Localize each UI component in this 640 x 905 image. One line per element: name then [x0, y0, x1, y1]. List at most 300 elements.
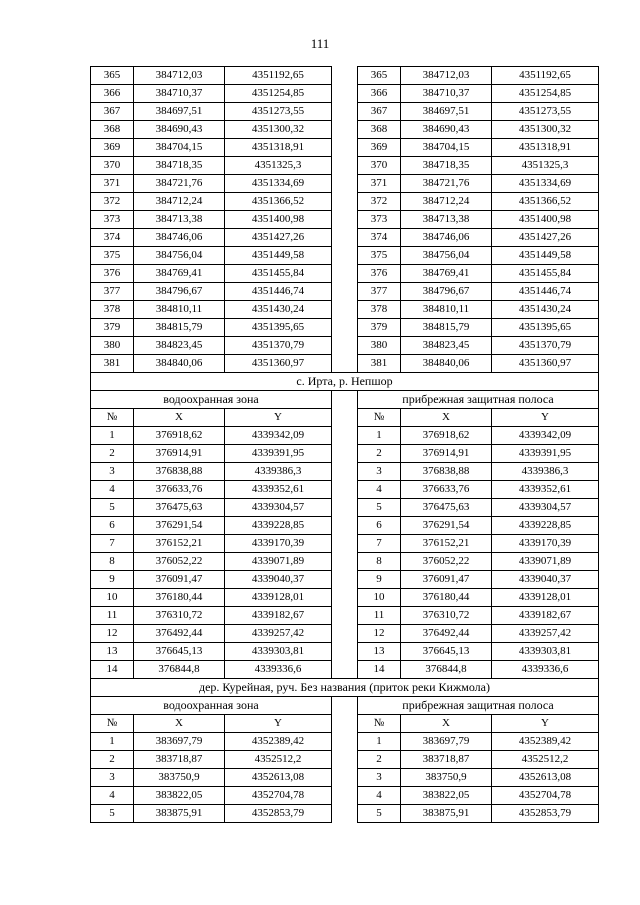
x-coordinate-cell: 376844,8 — [134, 661, 225, 679]
x-coordinate-cell: 384810,11 — [134, 301, 225, 319]
point-number-cell: 365 — [91, 67, 134, 85]
x-coordinate-cell: 376914,91 — [134, 445, 225, 463]
x-coordinate-cell: 376918,62 — [401, 427, 492, 445]
x-coordinate-cell: 384810,11 — [401, 301, 492, 319]
y-coordinate-cell: 4351192,65 — [225, 67, 332, 85]
x-coordinate-cell: 384713,38 — [134, 211, 225, 229]
point-number-cell: 374 — [358, 229, 401, 247]
y-coordinate-cell: 4351318,91 — [225, 139, 332, 157]
column-gap — [332, 409, 358, 427]
table-row — [91, 175, 599, 193]
point-number-cell: 376 — [358, 265, 401, 283]
point-number-cell: 5 — [91, 805, 134, 823]
y-coordinate-cell: 4339304,57 — [225, 499, 332, 517]
column-gap — [332, 589, 358, 607]
x-coordinate-cell: 376052,22 — [401, 553, 492, 571]
water-protection-zone-header: водоохранная зона — [91, 697, 332, 715]
table-row — [91, 121, 599, 139]
y-coordinate-cell: 4351449,58 — [225, 247, 332, 265]
point-number-cell: 379 — [358, 319, 401, 337]
x-coordinate-cell: 376091,47 — [134, 571, 225, 589]
y-coordinate-cell: 4339304,57 — [492, 499, 599, 517]
number-column-header: № — [358, 715, 401, 733]
y-coordinate-cell: 4351395,65 — [492, 319, 599, 337]
y-column-header: Y — [225, 409, 332, 427]
y-coordinate-cell: 4339228,85 — [225, 517, 332, 535]
x-coordinate-cell: 376091,47 — [401, 571, 492, 589]
point-number-cell: 374 — [91, 229, 134, 247]
point-number-cell: 12 — [358, 625, 401, 643]
y-coordinate-cell: 4352613,08 — [492, 769, 599, 787]
column-gap — [332, 139, 358, 157]
column-gap — [332, 697, 358, 715]
y-coordinate-cell: 4339170,39 — [492, 535, 599, 553]
x-coordinate-cell: 384704,15 — [401, 139, 492, 157]
point-number-cell: 375 — [91, 247, 134, 265]
x-coordinate-cell: 376918,62 — [134, 427, 225, 445]
x-coordinate-cell: 384815,79 — [401, 319, 492, 337]
point-number-cell: 10 — [358, 589, 401, 607]
column-gap — [332, 319, 358, 337]
column-gap — [332, 301, 358, 319]
y-coordinate-cell: 4351455,84 — [492, 265, 599, 283]
x-coordinate-cell: 376152,21 — [134, 535, 225, 553]
column-gap — [332, 517, 358, 535]
y-coordinate-cell: 4339336,6 — [225, 661, 332, 679]
x-coordinate-cell: 384712,03 — [401, 67, 492, 85]
y-coordinate-cell: 4339336,6 — [492, 661, 599, 679]
point-number-cell: 13 — [358, 643, 401, 661]
point-number-cell: 372 — [358, 193, 401, 211]
table-row — [91, 553, 599, 571]
y-coordinate-cell: 4351446,74 — [225, 283, 332, 301]
y-coordinate-cell: 4339071,89 — [225, 553, 332, 571]
x-coordinate-cell: 376180,44 — [134, 589, 225, 607]
x-coordinate-cell: 383718,87 — [134, 751, 225, 769]
point-number-cell: 375 — [358, 247, 401, 265]
table-row — [91, 67, 599, 85]
x-coordinate-cell: 376492,44 — [134, 625, 225, 643]
y-coordinate-cell: 4351446,74 — [492, 283, 599, 301]
x-column-header: X — [401, 715, 492, 733]
column-gap — [332, 85, 358, 103]
number-column-header: № — [91, 409, 134, 427]
y-coordinate-cell: 4339391,95 — [492, 445, 599, 463]
table-row — [91, 805, 599, 823]
y-coordinate-cell: 4339352,61 — [225, 481, 332, 499]
point-number-cell: 380 — [358, 337, 401, 355]
y-coordinate-cell: 4351427,26 — [225, 229, 332, 247]
column-gap — [332, 553, 358, 571]
column-header-row — [91, 715, 599, 733]
x-coordinate-cell: 384704,15 — [134, 139, 225, 157]
table-row — [91, 733, 599, 751]
y-coordinate-cell: 4351334,69 — [225, 175, 332, 193]
column-gap — [332, 427, 358, 445]
column-gap — [332, 211, 358, 229]
point-number-cell: 367 — [358, 103, 401, 121]
point-number-cell: 11 — [91, 607, 134, 625]
column-gap — [332, 391, 358, 409]
x-coordinate-cell: 376052,22 — [134, 553, 225, 571]
table-row — [91, 535, 599, 553]
y-coordinate-cell: 4339342,09 — [492, 427, 599, 445]
column-gap — [332, 481, 358, 499]
section-title-row — [91, 373, 599, 391]
coastal-protection-strip-header: прибрежная защитная полоса — [358, 697, 599, 715]
y-coordinate-cell: 4339071,89 — [492, 553, 599, 571]
column-gap — [332, 445, 358, 463]
column-gap — [332, 625, 358, 643]
y-coordinate-cell: 4351192,65 — [492, 67, 599, 85]
point-number-cell: 7 — [91, 535, 134, 553]
point-number-cell: 2 — [358, 445, 401, 463]
table-row — [91, 319, 599, 337]
x-coordinate-cell: 384769,41 — [401, 265, 492, 283]
x-coordinate-cell: 384796,67 — [401, 283, 492, 301]
column-gap — [332, 463, 358, 481]
point-number-cell: 13 — [91, 643, 134, 661]
point-number-cell: 14 — [358, 661, 401, 679]
y-coordinate-cell: 4351300,32 — [492, 121, 599, 139]
point-number-cell: 1 — [91, 733, 134, 751]
column-gap — [332, 661, 358, 679]
y-coordinate-cell: 4339257,42 — [225, 625, 332, 643]
x-coordinate-cell: 376838,88 — [134, 463, 225, 481]
y-coordinate-cell: 4339342,09 — [225, 427, 332, 445]
point-number-cell: 365 — [358, 67, 401, 85]
x-coordinate-cell: 376152,21 — [401, 535, 492, 553]
point-number-cell: 4 — [358, 481, 401, 499]
table-row — [91, 193, 599, 211]
point-number-cell: 378 — [358, 301, 401, 319]
point-number-cell: 2 — [91, 751, 134, 769]
point-number-cell: 377 — [91, 283, 134, 301]
table-row — [91, 211, 599, 229]
column-gap — [332, 787, 358, 805]
y-coordinate-cell: 4339182,67 — [225, 607, 332, 625]
point-number-cell: 4 — [91, 787, 134, 805]
table-row — [91, 643, 599, 661]
x-coordinate-cell: 384697,51 — [134, 103, 225, 121]
table-row — [91, 301, 599, 319]
column-header-row — [91, 409, 599, 427]
table-row — [91, 607, 599, 625]
x-column-header: X — [401, 409, 492, 427]
point-number-cell: 371 — [358, 175, 401, 193]
x-coordinate-cell: 384823,45 — [134, 337, 225, 355]
point-number-cell: 5 — [91, 499, 134, 517]
x-coordinate-cell: 384840,06 — [134, 355, 225, 373]
table-row — [91, 499, 599, 517]
x-coordinate-cell: 376838,88 — [401, 463, 492, 481]
x-column-header: X — [134, 715, 225, 733]
table-row — [91, 283, 599, 301]
point-number-cell: 9 — [91, 571, 134, 589]
point-number-cell: 369 — [91, 139, 134, 157]
x-coordinate-cell: 384756,04 — [401, 247, 492, 265]
y-coordinate-cell: 4351400,98 — [225, 211, 332, 229]
x-column-header: X — [134, 409, 225, 427]
y-coordinate-cell: 4351366,52 — [225, 193, 332, 211]
point-number-cell: 373 — [358, 211, 401, 229]
point-number-cell: 376 — [91, 265, 134, 283]
y-coordinate-cell: 4351427,26 — [492, 229, 599, 247]
x-coordinate-cell: 383875,91 — [134, 805, 225, 823]
x-coordinate-cell: 383822,05 — [134, 787, 225, 805]
x-coordinate-cell: 384718,35 — [134, 157, 225, 175]
column-gap — [332, 355, 358, 373]
y-column-header: Y — [492, 409, 599, 427]
column-gap — [332, 103, 358, 121]
x-coordinate-cell: 383750,9 — [134, 769, 225, 787]
point-number-cell: 5 — [358, 805, 401, 823]
point-number-cell: 1 — [358, 427, 401, 445]
y-coordinate-cell: 4339182,67 — [492, 607, 599, 625]
point-number-cell: 8 — [358, 553, 401, 571]
column-gap — [332, 751, 358, 769]
point-number-cell: 14 — [91, 661, 134, 679]
point-number-cell: 366 — [358, 85, 401, 103]
number-column-header: № — [91, 715, 134, 733]
table-row — [91, 589, 599, 607]
column-gap — [332, 265, 358, 283]
x-coordinate-cell: 383750,9 — [401, 769, 492, 787]
x-coordinate-cell: 384756,04 — [134, 247, 225, 265]
x-coordinate-cell: 376180,44 — [401, 589, 492, 607]
y-coordinate-cell: 4351254,85 — [225, 85, 332, 103]
point-number-cell: 370 — [91, 157, 134, 175]
table-row — [91, 751, 599, 769]
y-coordinate-cell: 4351325,3 — [225, 157, 332, 175]
column-gap — [332, 643, 358, 661]
x-coordinate-cell: 384710,37 — [134, 85, 225, 103]
x-coordinate-cell: 376291,54 — [134, 517, 225, 535]
y-coordinate-cell: 4351254,85 — [492, 85, 599, 103]
point-number-cell: 12 — [91, 625, 134, 643]
y-coordinate-cell: 4352704,78 — [492, 787, 599, 805]
x-coordinate-cell: 376633,76 — [401, 481, 492, 499]
x-coordinate-cell: 384713,38 — [401, 211, 492, 229]
x-coordinate-cell: 383697,79 — [134, 733, 225, 751]
y-coordinate-cell: 4352512,2 — [225, 751, 332, 769]
x-coordinate-cell: 384712,24 — [134, 193, 225, 211]
water-protection-zone-header: водоохранная зона — [91, 391, 332, 409]
x-coordinate-cell: 384710,37 — [401, 85, 492, 103]
table-row — [91, 247, 599, 265]
x-coordinate-cell: 384712,24 — [401, 193, 492, 211]
y-coordinate-cell: 4351366,52 — [492, 193, 599, 211]
x-coordinate-cell: 384815,79 — [134, 319, 225, 337]
page-number: 111 — [310, 36, 330, 51]
y-column-header: Y — [492, 715, 599, 733]
point-number-cell: 366 — [91, 85, 134, 103]
point-number-cell: 5 — [358, 499, 401, 517]
y-coordinate-cell: 4339170,39 — [225, 535, 332, 553]
table-row — [91, 337, 599, 355]
column-gap — [332, 805, 358, 823]
column-gap — [332, 769, 358, 787]
x-coordinate-cell: 383697,79 — [401, 733, 492, 751]
zone-header-row — [91, 391, 599, 409]
column-gap — [332, 157, 358, 175]
y-coordinate-cell: 4352704,78 — [225, 787, 332, 805]
point-number-cell: 371 — [91, 175, 134, 193]
table-row — [91, 427, 599, 445]
point-number-cell: 367 — [91, 103, 134, 121]
point-number-cell: 377 — [358, 283, 401, 301]
x-coordinate-cell: 384721,76 — [134, 175, 225, 193]
table-row — [91, 463, 599, 481]
point-number-cell: 368 — [358, 121, 401, 139]
point-number-cell: 381 — [358, 355, 401, 373]
point-number-cell: 1 — [91, 427, 134, 445]
column-gap — [332, 67, 358, 85]
point-number-cell: 3 — [91, 463, 134, 481]
point-number-cell: 380 — [91, 337, 134, 355]
y-coordinate-cell: 4351273,55 — [492, 103, 599, 121]
point-number-cell: 379 — [91, 319, 134, 337]
y-coordinate-cell: 4351430,24 — [225, 301, 332, 319]
point-number-cell: 1 — [358, 733, 401, 751]
x-coordinate-cell: 384697,51 — [401, 103, 492, 121]
point-number-cell: 4 — [358, 787, 401, 805]
y-coordinate-cell: 4352389,42 — [492, 733, 599, 751]
x-coordinate-cell: 376475,63 — [134, 499, 225, 517]
table-row — [91, 625, 599, 643]
y-coordinate-cell: 4339128,01 — [492, 589, 599, 607]
section-title-row — [91, 679, 599, 697]
x-coordinate-cell: 376844,8 — [401, 661, 492, 679]
table-row — [91, 481, 599, 499]
table-row — [91, 157, 599, 175]
x-coordinate-cell: 383875,91 — [401, 805, 492, 823]
table-row — [91, 661, 599, 679]
y-coordinate-cell: 4351318,91 — [492, 139, 599, 157]
x-coordinate-cell: 376310,72 — [134, 607, 225, 625]
x-coordinate-cell: 376310,72 — [401, 607, 492, 625]
point-number-cell: 11 — [358, 607, 401, 625]
y-coordinate-cell: 4351325,3 — [492, 157, 599, 175]
section-title: с. Ирта, р. Непшор — [91, 373, 599, 391]
column-gap — [332, 283, 358, 301]
x-coordinate-cell: 384721,76 — [401, 175, 492, 193]
x-coordinate-cell: 384690,43 — [401, 121, 492, 139]
x-coordinate-cell: 384718,35 — [401, 157, 492, 175]
table-row — [91, 445, 599, 463]
x-coordinate-cell: 384823,45 — [401, 337, 492, 355]
column-gap — [332, 175, 358, 193]
point-number-cell: 2 — [358, 751, 401, 769]
table-row — [91, 103, 599, 121]
y-coordinate-cell: 4351370,79 — [225, 337, 332, 355]
y-coordinate-cell: 4339391,95 — [225, 445, 332, 463]
y-coordinate-cell: 4339303,81 — [492, 643, 599, 661]
table-row — [91, 265, 599, 283]
column-gap — [332, 571, 358, 589]
y-coordinate-cell: 4351334,69 — [492, 175, 599, 193]
point-number-cell: 372 — [91, 193, 134, 211]
y-coordinate-cell: 4351400,98 — [492, 211, 599, 229]
y-coordinate-cell: 4352512,2 — [492, 751, 599, 769]
y-coordinate-cell: 4351455,84 — [225, 265, 332, 283]
table-row — [91, 355, 599, 373]
x-coordinate-cell: 384712,03 — [134, 67, 225, 85]
y-coordinate-cell: 4351449,58 — [492, 247, 599, 265]
column-gap — [332, 535, 358, 553]
y-coordinate-cell: 4339228,85 — [492, 517, 599, 535]
y-coordinate-cell: 4339352,61 — [492, 481, 599, 499]
point-number-cell: 6 — [91, 517, 134, 535]
column-gap — [332, 607, 358, 625]
y-coordinate-cell: 4351360,97 — [492, 355, 599, 373]
table-row — [91, 787, 599, 805]
coastal-protection-strip-header: прибрежная защитная полоса — [358, 391, 599, 409]
point-number-cell: 9 — [358, 571, 401, 589]
y-coordinate-cell: 4351370,79 — [492, 337, 599, 355]
point-number-cell: 4 — [91, 481, 134, 499]
x-coordinate-cell: 376645,13 — [401, 643, 492, 661]
column-gap — [332, 193, 358, 211]
x-coordinate-cell: 376492,44 — [401, 625, 492, 643]
point-number-cell: 10 — [91, 589, 134, 607]
x-coordinate-cell: 376291,54 — [401, 517, 492, 535]
point-number-cell: 3 — [358, 769, 401, 787]
point-number-cell: 7 — [358, 535, 401, 553]
y-coordinate-cell: 4339040,37 — [225, 571, 332, 589]
table-row — [91, 229, 599, 247]
x-coordinate-cell: 376633,76 — [134, 481, 225, 499]
y-coordinate-cell: 4352389,42 — [225, 733, 332, 751]
y-coordinate-cell: 4351360,97 — [225, 355, 332, 373]
x-coordinate-cell: 384746,06 — [134, 229, 225, 247]
x-coordinate-cell: 384769,41 — [134, 265, 225, 283]
y-coordinate-cell: 4339128,01 — [225, 589, 332, 607]
section-title: дер. Курейная, руч. Без названия (приток реки Кижмола) — [91, 679, 599, 697]
y-coordinate-cell: 4339386,3 — [225, 463, 332, 481]
x-coordinate-cell: 384746,06 — [401, 229, 492, 247]
point-number-cell: 381 — [91, 355, 134, 373]
x-coordinate-cell: 384796,67 — [134, 283, 225, 301]
column-gap — [332, 247, 358, 265]
table-row — [91, 769, 599, 787]
table-row — [91, 571, 599, 589]
column-gap — [332, 715, 358, 733]
y-column-header: Y — [225, 715, 332, 733]
point-number-cell: 368 — [91, 121, 134, 139]
x-coordinate-cell: 376475,63 — [401, 499, 492, 517]
y-coordinate-cell: 4351395,65 — [225, 319, 332, 337]
x-coordinate-cell: 383822,05 — [401, 787, 492, 805]
y-coordinate-cell: 4351430,24 — [492, 301, 599, 319]
y-coordinate-cell: 4351300,32 — [225, 121, 332, 139]
y-coordinate-cell: 4339386,3 — [492, 463, 599, 481]
point-number-cell: 8 — [91, 553, 134, 571]
table-row — [91, 517, 599, 535]
column-gap — [332, 229, 358, 247]
y-coordinate-cell: 4339303,81 — [225, 643, 332, 661]
y-coordinate-cell: 4339257,42 — [492, 625, 599, 643]
table-row — [91, 85, 599, 103]
column-gap — [332, 337, 358, 355]
x-coordinate-cell: 376914,91 — [401, 445, 492, 463]
point-number-cell: 3 — [91, 769, 134, 787]
point-number-cell: 369 — [358, 139, 401, 157]
x-coordinate-cell: 383718,87 — [401, 751, 492, 769]
column-gap — [332, 733, 358, 751]
x-coordinate-cell: 384840,06 — [401, 355, 492, 373]
point-number-cell: 3 — [358, 463, 401, 481]
